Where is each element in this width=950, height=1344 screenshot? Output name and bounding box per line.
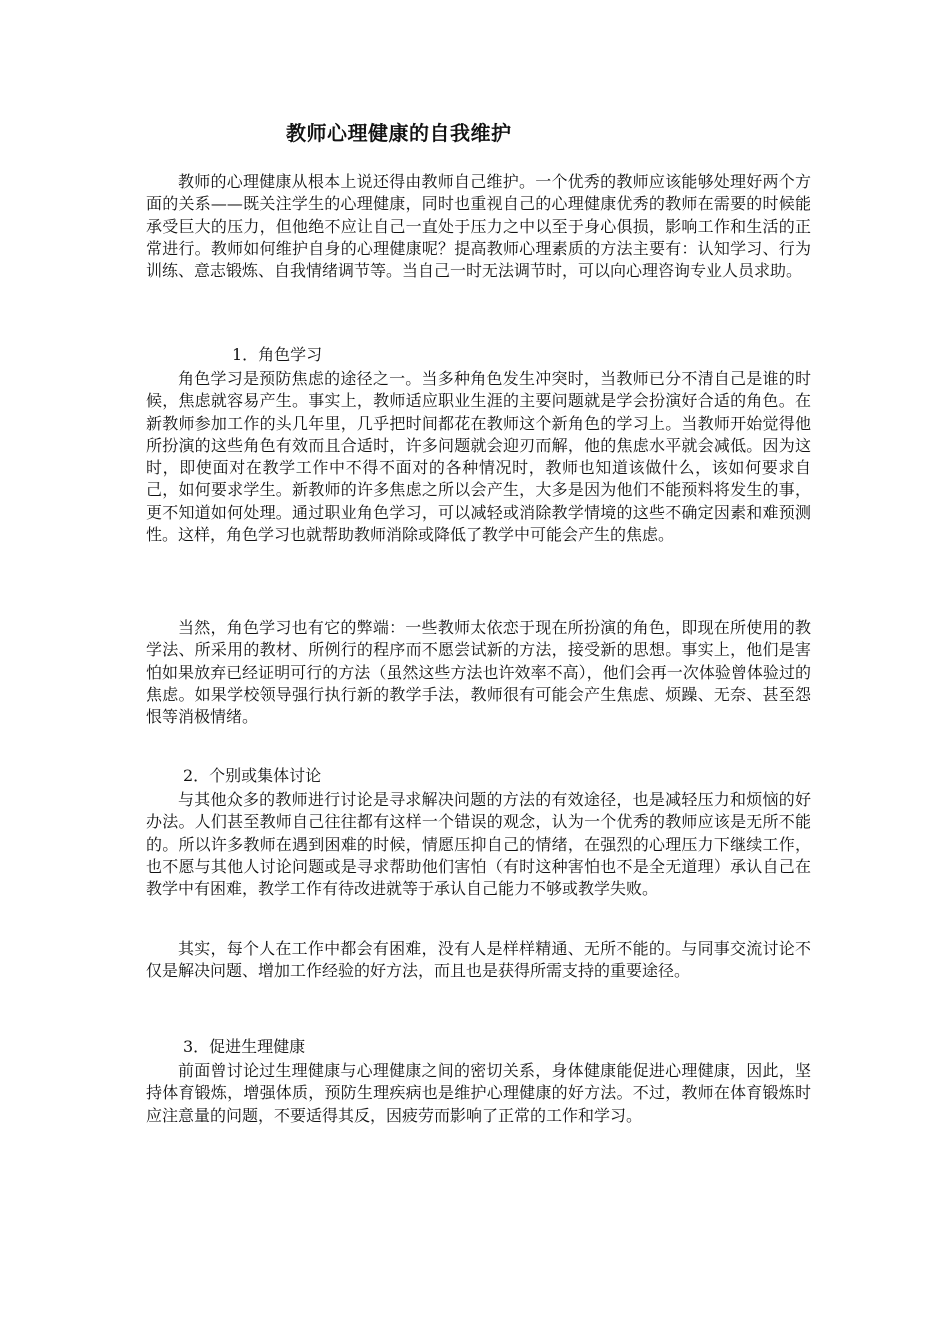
section-heading-physical-health: 3．促进生理健康	[183, 1037, 306, 1056]
discussion-paragraph-1: 与其他众多的教师进行讨论是寻求解决问题的方法的有效途径，也是减轻压力和烦恼的好办法。人们甚至教师自己往往都有这样一个错误的观念，认为一个优秀的教师应该是无所不能的。所以许多教师在遇到困难的时候，情愿压抑自己的情绪，在强烈的心理压力下继续工作，也不愿与其他人讨论问题或是寻求帮助他们害怕（有时这种害怕也不是全无道理）承认自己在教学中有困难，教学工作有待改进就等于承认自己能力不够或教学失败。	[146, 790, 811, 899]
role-learning-paragraph-2: 当然，角色学习也有它的弊端：一些教师太依恋于现在所扮演的角色，即现在所使用的教学法、所采用的教材、所例行的程序而不愿尝试新的方法，接受新的思想。事实上，他们是害怕如果放弃已经证明可行的方法（虽然这些方法也许效率不高），他们会再一次体验曾体验过的焦虑。如果学校领导强行执行新的教学手法，教师很有可能会产生焦虑、烦躁、无奈、甚至怨恨等消极情绪。	[146, 618, 811, 727]
role-learning-paragraph-1: 角色学习是预防焦虑的途径之一。当多种角色发生冲突时，当教师已分不清自己是谁的时候，焦虑就容易产生。事实上，教师适应职业生涯的主要问题就是学会扮演好合适的角色。在新教师参加工作的头几年里，几乎把时间都花在教师这个新角色的学习上。当教师开始觉得他所扮演的这些角色有效而且合适时，许多问题就会迎刃而解，他的焦虑水平就会减低。因为这时，即使面对在教学工作中不得不面对的各种情况时，教师也知道该做什么，该如何要求自己，如何要求学生。新教师的许多焦虑之所以会产生，大多是因为他们不能预料将发生的事，更不知道如何处理。通过职业角色学习，可以减轻或消除教学情境的这些不确定因素和难预测性。这样，角色学习也就帮助教师消除或降低了教学中可能会产生的焦虑。	[146, 369, 811, 545]
section-heading-discussion: 2．个别或集体讨论	[183, 766, 322, 785]
physical-health-paragraph: 前面曾讨论过生理健康与心理健康之间的密切关系，身体健康能促进心理健康，因此，坚持体育锻炼，增强体质，预防生理疾病也是维护心理健康的好方法。不过，教师在体育锻炼时应注意量的问题，不要适得其反，因疲劳而影响了正常的工作和学习。	[146, 1061, 811, 1125]
section-heading-role-learning: 1．角色学习	[232, 345, 323, 364]
intro-paragraph: 教师的心理健康从根本上说还得由教师自己维护。一个优秀的教师应该能够处理好两个方面的关系——既关注学生的心理健康，同时也重视自己的心理健康优秀的教师在需要的时候能承受巨大的压力，但他绝不应让自己一直处于压力之中以至于身心俱损，影响工作和生活的正常进行。教师如何维护自身的心理健康呢？提高教师心理素质的方法主要有：认知学习、行为训练、意志锻炼、自我情绪调节等。当自己一时无法调节时，可以向心理咨询专业人员求助。	[146, 172, 811, 281]
discussion-paragraph-2: 其实，每个人在工作中都会有困难，没有人是样样精通、无所不能的。与同事交流讨论不仅是解决问题、增加工作经验的好方法，而且也是获得所需支持的重要途径。	[146, 939, 811, 981]
document-title: 教师心理健康的自我维护	[286, 121, 512, 145]
